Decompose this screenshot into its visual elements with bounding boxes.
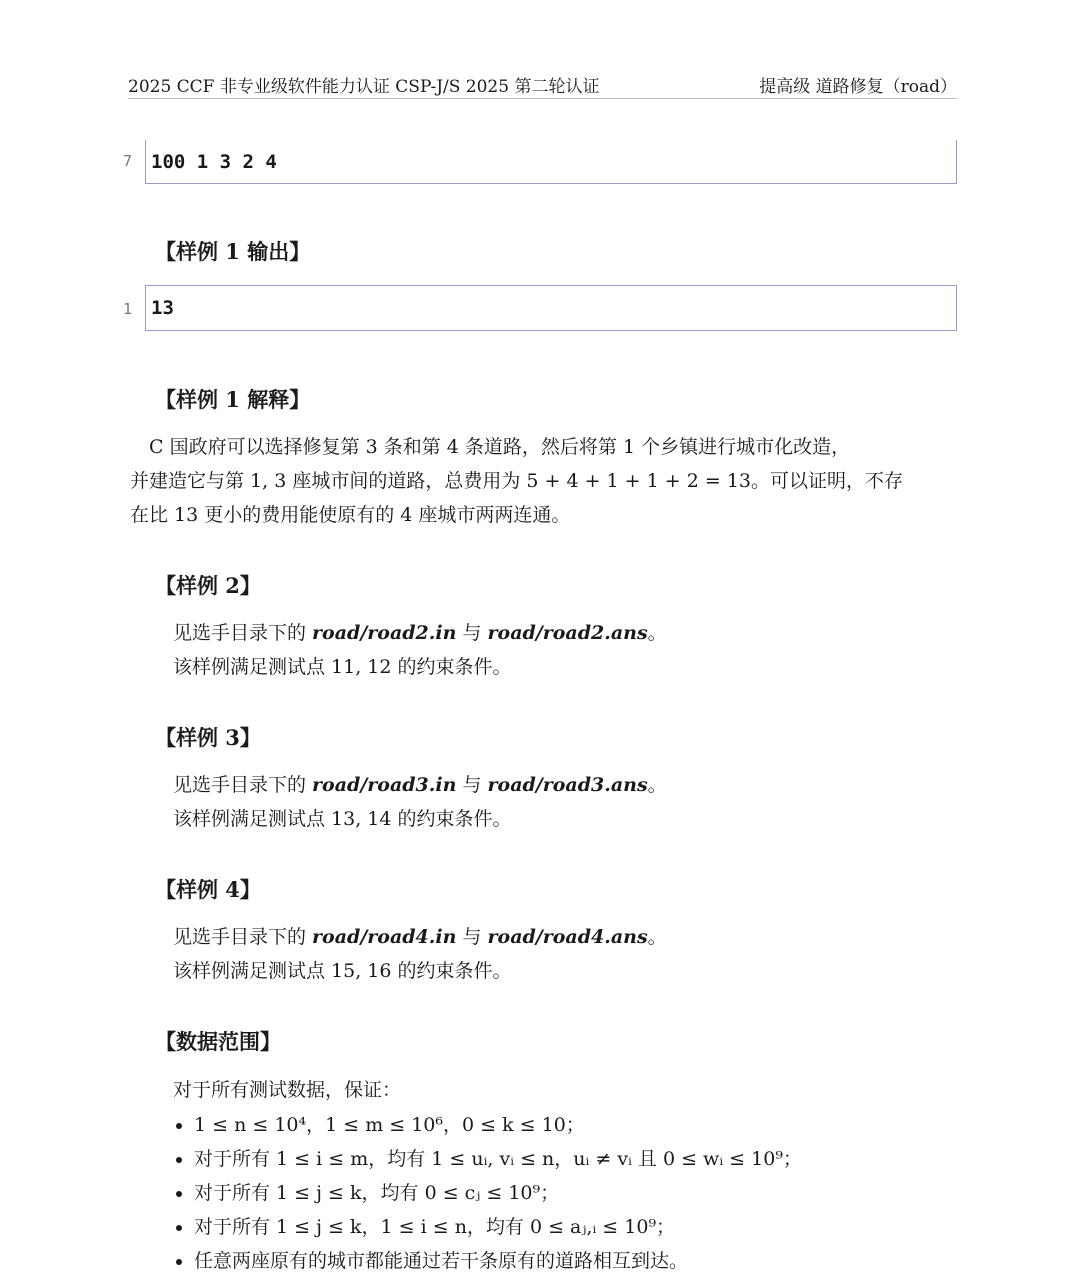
data-range-heading: 【数据范围】 [155, 1029, 281, 1054]
sample1-explain-text [130, 430, 903, 532]
file-in: road/road3.in [312, 774, 457, 796]
data-range-list [170, 1108, 802, 1278]
sample1-explain-heading: 【样例 1 解释】 [155, 387, 311, 412]
sample2-heading: 【样例 2】 [155, 573, 261, 598]
sample4-body: 见选手目录下的 road/road4.in 与 road/road4.ans。 该样例满足测试点 15, 16 的约束条件。 [173, 920, 667, 988]
constraint: 该样例满足测试点 13, 14 的约束条件。 [173, 808, 512, 830]
paragraph-line: 并建造它与第 1, 3 座城市间的道路，总费用为 5 + 4 + 1 + 1 + 2 = 13。可以证明，不存 [130, 470, 903, 492]
code-line: 13 [151, 297, 174, 319]
code-line: 100 1 3 2 4 [151, 150, 277, 173]
page-header [128, 72, 957, 99]
header-right: 提高级 道路修复（road） [759, 77, 957, 97]
list-item: • 对于所有 1 ≤ i ≤ m，均有 1 ≤ uᵢ, vᵢ ≤ n，uᵢ ≠ vᵢ 且 0 ≤ wᵢ ≤ 10⁹； [194, 1142, 802, 1176]
constraint: 该样例满足测试点 11, 12 的约束条件。 [173, 656, 512, 678]
sample4-heading: 【样例 4】 [155, 877, 261, 902]
file-ans: road/road2.ans [487, 622, 648, 644]
constraint: 该样例满足测试点 15, 16 的约束条件。 [173, 960, 512, 982]
list-item: • 对于所有 1 ≤ j ≤ k，1 ≤ i ≤ n，均有 0 ≤ aⱼ,ᵢ ≤ 10⁹； [194, 1210, 802, 1244]
file-in: road/road2.in [312, 622, 457, 644]
line-number: 7 [122, 152, 132, 170]
file-in: road/road4.in [312, 926, 457, 948]
sample-output-code-block [145, 285, 957, 331]
sample-input-code-block [145, 140, 957, 184]
sample3-heading: 【样例 3】 [155, 725, 261, 750]
list-item: • 任意两座原有的城市都能通过若干条原有的道路相互到达。 [194, 1244, 802, 1278]
line-number: 1 [122, 300, 132, 318]
data-range-intro: 对于所有测试数据，保证： [173, 1079, 402, 1101]
sample1-output-heading: 【样例 1 输出】 [155, 239, 311, 264]
sample2-body: 见选手目录下的 road/road2.in 与 road/road2.ans。 该样例满足测试点 11, 12 的约束条件。 [173, 616, 667, 684]
paragraph-line: 在比 13 更小的费用能使原有的 4 座城市两两连通。 [130, 504, 571, 526]
paragraph-line: C 国政府可以选择修复第 3 条和第 4 条道路，然后将第 1 个乡镇进行城市化改造， [130, 436, 851, 458]
list-item: • 对于所有 1 ≤ j ≤ k，均有 0 ≤ cⱼ ≤ 10⁹； [194, 1176, 802, 1210]
header-left: 2025 CCF 非专业级软件能力认证 CSP-J/S 2025 第二轮认证 [128, 77, 600, 97]
sample3-body: 见选手目录下的 road/road3.in 与 road/road3.ans。 该样例满足测试点 13, 14 的约束条件。 [173, 768, 667, 836]
list-item: • 1 ≤ n ≤ 10⁴，1 ≤ m ≤ 10⁶，0 ≤ k ≤ 10； [194, 1108, 802, 1142]
file-ans: road/road4.ans [487, 926, 648, 948]
file-ans: road/road3.ans [487, 774, 648, 796]
